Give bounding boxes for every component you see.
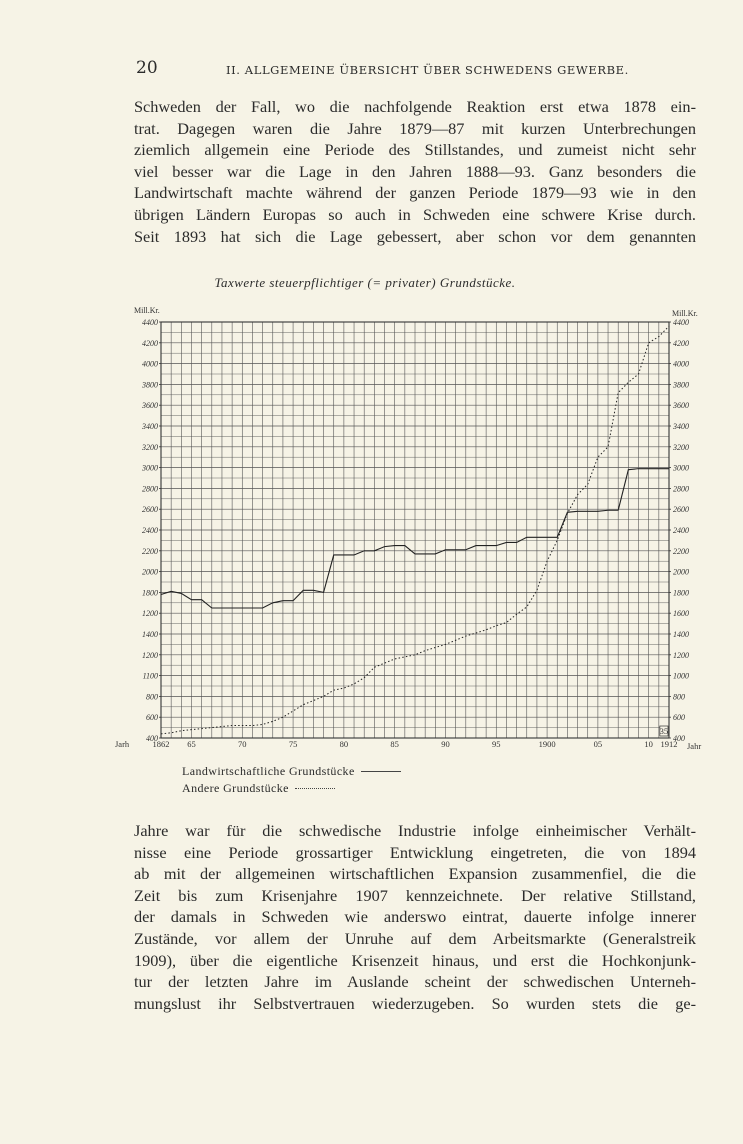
text-line: Zeit bis zum Krisenjahre 1907 kennzeichnete. Der relative Stillstand, <box>134 885 696 905</box>
y-tick-label-right: 1600 <box>673 609 689 619</box>
x-tick-label: 90 <box>441 739 450 749</box>
y-tick-label-left: 2600 <box>142 505 158 515</box>
x-axis-label-right: Jahr <box>687 741 702 751</box>
y-tick-label-left: 2200 <box>142 546 158 556</box>
legend-label-other: Andere Grundstücke <box>182 781 289 795</box>
text-line: mungslust ihr Selbstvertrauen wiederzugeben. So wurden stets die ge- <box>134 993 696 1013</box>
legend-item-other <box>182 780 401 797</box>
y-tick-label-left: 1200 <box>142 650 158 660</box>
y-tick-label-right: 2400 <box>673 526 689 535</box>
paragraph-bottom <box>134 820 696 1014</box>
x-tick-label: 85 <box>390 739 399 749</box>
y-tick-label-right: 4000 <box>673 359 689 369</box>
x-tick-label: 1912 <box>660 739 678 749</box>
corner-box-label: 35 <box>659 726 669 736</box>
y-tick-label-left: 2400 <box>142 526 158 535</box>
y-tick-label-right: 400 <box>673 734 685 743</box>
y-tick-label-left: 1100 <box>142 671 158 681</box>
y-tick-label-left: 2800 <box>142 484 158 494</box>
y-tick-label-left: 800 <box>146 692 158 702</box>
y-tick-label-right: 3200 <box>673 442 689 452</box>
legend-solid-line-swatch <box>361 771 401 772</box>
y-tick-label-right: 4400 <box>673 318 689 327</box>
y-tick-label-right: 1200 <box>673 650 689 660</box>
y-tick-label-left: 400 <box>146 734 158 743</box>
x-tick-label: 70 <box>238 739 247 749</box>
x-tick-label: 05 <box>593 739 603 749</box>
y-tick-label-left: 3600 <box>142 401 158 411</box>
y-unit-label-right: Mill.Kr. <box>672 309 698 318</box>
y-tick-label-right: 4200 <box>673 338 689 348</box>
y-unit-label-left: Mill.Kr. <box>134 306 160 315</box>
y-tick-label-left: 1400 <box>142 630 158 639</box>
text-line: Landwirtschaft machte während der ganzen Periode 1879—93 wie in den <box>134 183 696 203</box>
text-line: Jahre war für die schwedische Industrie infolge einheimischer Verhält- <box>134 821 696 840</box>
text-line: nisse eine Periode grossartiger Entwicklung eingetreten, die von 1894 <box>134 842 696 862</box>
y-tick-label-left: 3800 <box>142 380 158 390</box>
text-line: Seit 1893 hat sich die Lage gebessert, aber schon vor dem genannten <box>134 226 696 246</box>
x-axis-label-left: Jarh <box>115 739 130 749</box>
x-tick-label: 75 <box>288 739 298 749</box>
text-line: trat. Dagegen waren die Jahre 1879—87 mit kurzen Unterbrechungen <box>134 118 696 138</box>
y-tick-label-left: 3200 <box>142 442 158 452</box>
y-tick-label-left: 3400 <box>142 422 158 431</box>
y-tick-label-left: 600 <box>146 713 158 723</box>
y-tick-label-right: 1800 <box>673 588 689 598</box>
text-line: viel besser war die Lage in den Jahren 1888—93. Ganz besonders die <box>134 161 696 181</box>
y-tick-label-left: 3000 <box>142 463 158 473</box>
y-tick-label-right: 2200 <box>673 546 689 556</box>
y-tick-label-right: 2000 <box>673 567 689 577</box>
x-tick-label: 1900 <box>538 739 556 749</box>
text-line: ziemlich allgemein eine Periode des Stillstandes, und zumeist nicht sehr <box>134 140 696 160</box>
page-number: 20 <box>136 58 158 78</box>
y-tick-label-left: 1200 <box>142 609 158 619</box>
legend-dotted-line-swatch <box>295 788 335 789</box>
x-tick-label: 1862 <box>152 739 170 749</box>
y-tick-label-right: 3600 <box>673 401 689 411</box>
y-tick-label-right: 800 <box>673 692 685 702</box>
legend-label-agricultural: Landwirtschaftliche Grundstücke <box>182 764 355 778</box>
chart-legend <box>182 763 401 797</box>
x-tick-label: 80 <box>339 739 349 749</box>
legend-item-agricultural <box>182 763 401 780</box>
text-line: 1909), über die eigentliche Krisenzeit hinaus, und erst die Hochkonjunk- <box>134 950 696 970</box>
y-tick-label-right: 1000 <box>673 671 689 681</box>
y-tick-label-left: 4200 <box>142 338 158 348</box>
y-tick-label-right: 3400 <box>673 422 689 431</box>
y-tick-label-left: 4000 <box>142 359 158 369</box>
text-line: Schweden der Fall, wo die nachfolgende Reaktion erst etwa 1878 ein- <box>134 97 696 116</box>
y-tick-label-left: 4400 <box>142 318 158 327</box>
y-tick-label-right: 3000 <box>673 463 689 473</box>
x-tick-label: 65 <box>187 739 196 749</box>
y-tick-label-right: 3800 <box>673 380 689 390</box>
x-tick-label: 10 <box>644 739 653 749</box>
y-tick-label-right: 1400 <box>673 630 689 639</box>
text-line: Zustände, vor allem der Unruhe auf dem Arbeitsmarkte (Generalstreik <box>134 928 696 948</box>
running-title: II. ALLGEMEINE ÜBERSICHT ÜBER SCHWEDENS GEWERBE. <box>226 63 629 77</box>
text-line: tur der letzten Jahre im Auslande scheint der schwedischen Unterneh- <box>134 972 696 992</box>
y-tick-label-right: 600 <box>673 713 685 723</box>
y-tick-label-left: 2000 <box>142 567 158 577</box>
chart-title: Taxwerte steuerpflichtiger (= privater) Grundstücke. <box>214 275 516 290</box>
y-tick-label-left: 1800 <box>142 588 158 598</box>
y-tick-label-right: 2800 <box>673 484 689 494</box>
text-line: der damals in Schweden wie anderswo eintrat, dauerte infolge innerer <box>134 907 696 927</box>
text-line: ab mit der allgemeinen wirtschaftlichen Expansion zusammenfiel, die die <box>134 864 696 884</box>
text-line: übrigen Ländern Europas so auch in Schweden eine schwere Krise durch. <box>134 204 696 224</box>
y-tick-label-right: 2600 <box>673 505 689 515</box>
x-tick-label: 95 <box>492 739 501 749</box>
